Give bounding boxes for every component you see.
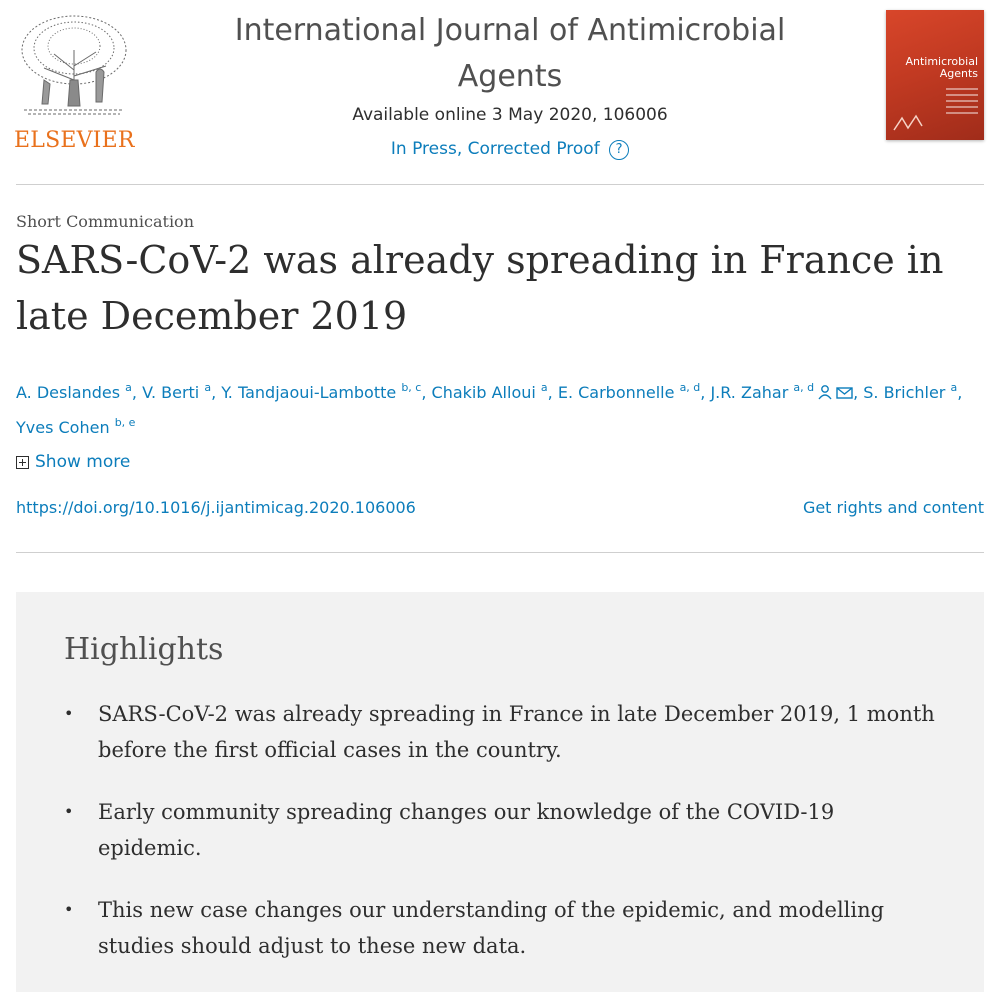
highlights-list [64,696,944,990]
person-icon[interactable] [817,378,833,411]
get-rights-link[interactable]: Get rights and content [802,498,984,517]
author-list: A. Deslandes $^a$, V. Berti $^a$, Y. Tandjaoui-Lambotte $^{b, c}$, Chakib Alloui $^a$, E. Carbonnelle $^{a, d}$, J.R. Zahar $^{a, d}$ , S. Brichler $^a$, Yves Cohen $^{b, e}$ [16,376,976,444]
show-more-button[interactable] [16,452,130,472]
help-icon[interactable]: ? [609,140,629,160]
article-divider [16,552,984,553]
author-link[interactable]: J.R. Zahar $^{a, d}$ [710,381,815,402]
bullet-icon: • [64,802,74,821]
list-item: • Early community spreading changes our knowledge of the COVID-19 epidemic. [64,794,944,866]
cover-title: Antimicrobial Agents [905,55,978,80]
author-link[interactable]: Y. Tandjaoui-Lambotte $^{b, c}$ [221,381,422,402]
elsevier-logo[interactable] [14,10,135,153]
cover-wave-graphic [892,110,952,134]
highlights-panel [16,592,984,992]
press-status[interactable] [210,136,810,162]
list-item: • SARS-CoV-2 was already spreading in France in late December 2019, 1 month before the first official cases in the country. [64,696,944,768]
publisher-name: ELSEVIER [14,128,135,153]
journal-header [0,0,1000,184]
author-link[interactable]: A. Deslandes $^a$ [16,381,132,402]
plus-box-icon [16,456,29,469]
author-link[interactable]: S. Brichler $^a$ [863,381,958,402]
bullet-icon: • [64,900,74,919]
author-link[interactable]: V. Berti $^a$ [142,381,212,402]
show-more-label: Show more [35,452,131,472]
author-link[interactable]: Yves Cohen $^{b, e}$ [16,416,136,437]
bullet-icon: • [64,704,74,723]
journal-info [210,8,810,162]
article-title: SARS-CoV-2 was already spreading in France in late December 2019 [16,238,944,338]
journal-title[interactable]: International Journal of Antimicrobial Agents [234,13,786,94]
doi-link[interactable]: https://doi.org/10.1016/j.ijantimicag.2020.106006 [16,498,416,517]
header-divider [16,184,984,185]
article-type: Short Communication [16,212,194,231]
press-status-label[interactable]: In Press, Corrected Proof [390,139,600,159]
elsevier-tree-logo [14,10,134,122]
author-link[interactable]: Chakib Alloui $^a$ [431,381,548,402]
availability-date: Available online 3 May 2020, 106006 [352,105,668,125]
journal-cover[interactable] [886,10,984,140]
author-link[interactable]: E. Carbonnelle $^{a, d}$ [557,381,701,402]
list-item: • This new case changes our understanding of the epidemic, and modelling studies should adjust to these new data. [64,892,944,964]
highlights-title: Highlights [64,632,224,667]
envelope-icon[interactable] [836,378,853,411]
